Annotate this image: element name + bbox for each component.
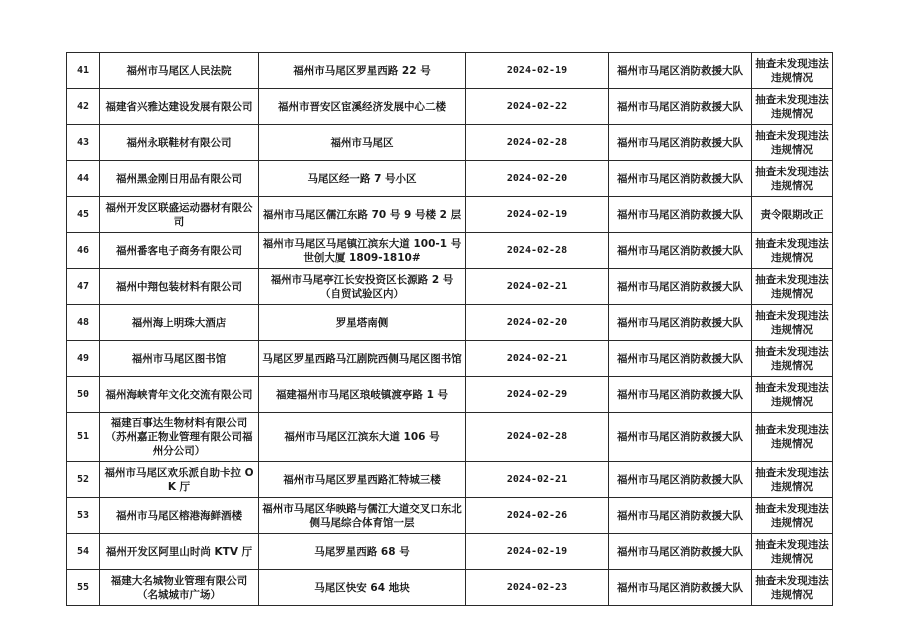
inspection-results-table	[66, 52, 833, 606]
table-row	[67, 462, 833, 498]
inspection-result: 抽查未发现违法违规情况	[752, 305, 833, 341]
inspected-unit: 福建大名城物业管理有限公司（名城城市广场）	[100, 570, 259, 606]
row-number: 52	[67, 462, 100, 498]
inspecting-authority: 福州市马尾区消防救援大队	[609, 462, 752, 498]
table-row	[67, 377, 833, 413]
row-number: 50	[67, 377, 100, 413]
inspection-result: 抽查未发现违法违规情况	[752, 233, 833, 269]
inspected-unit: 福州黑金刚日用品有限公司	[100, 161, 259, 197]
inspection-date: 2024-02-19	[466, 534, 609, 570]
unit-address: 福建福州市马尾区琅岐镇渡亭路 1 号	[259, 377, 466, 413]
unit-address: 福州市马尾区儒江东路 70 号 9 号楼 2 层	[259, 197, 466, 233]
inspection-date: 2024-02-28	[466, 233, 609, 269]
unit-address: 福州市马尾区罗星西路 22 号	[259, 53, 466, 89]
row-number: 41	[67, 53, 100, 89]
inspecting-authority: 福州市马尾区消防救援大队	[609, 413, 752, 462]
inspected-unit: 福建百事达生物材料有限公司（苏州嘉正物业管理有限公司福州分公司）	[100, 413, 259, 462]
inspection-result: 抽查未发现违法违规情况	[752, 125, 833, 161]
table-row	[67, 269, 833, 305]
unit-address: 马尾区经一路 7 号小区	[259, 161, 466, 197]
inspection-result: 抽查未发现违法违规情况	[752, 413, 833, 462]
row-number: 45	[67, 197, 100, 233]
inspected-unit: 福州海峡青年文化交流有限公司	[100, 377, 259, 413]
inspection-result: 抽查未发现违法违规情况	[752, 377, 833, 413]
table-body	[67, 53, 833, 606]
inspection-date: 2024-02-22	[466, 89, 609, 125]
table-row	[67, 305, 833, 341]
inspected-unit: 福州中翔包装材料有限公司	[100, 269, 259, 305]
inspection-result: 抽查未发现违法违规情况	[752, 498, 833, 534]
row-number: 43	[67, 125, 100, 161]
table-row	[67, 570, 833, 606]
inspection-date: 2024-02-19	[466, 53, 609, 89]
unit-address: 福州市马尾区罗星西路汇特城三楼	[259, 462, 466, 498]
inspection-date: 2024-02-21	[466, 269, 609, 305]
row-number: 55	[67, 570, 100, 606]
inspection-result: 抽查未发现违法违规情况	[752, 462, 833, 498]
inspection-result: 抽查未发现违法违规情况	[752, 89, 833, 125]
row-number: 54	[67, 534, 100, 570]
inspected-unit: 福州番客电子商务有限公司	[100, 233, 259, 269]
table-row	[67, 161, 833, 197]
inspecting-authority: 福州市马尾区消防救援大队	[609, 498, 752, 534]
row-number: 53	[67, 498, 100, 534]
inspected-unit: 福州市马尾区图书馆	[100, 341, 259, 377]
table-row	[67, 197, 833, 233]
inspection-date: 2024-02-19	[466, 197, 609, 233]
inspecting-authority: 福州市马尾区消防救援大队	[609, 341, 752, 377]
unit-address: 福州市马尾区华映路与儒江大道交叉口东北侧马尾综合体育馆一层	[259, 498, 466, 534]
inspected-unit: 福州永联鞋材有限公司	[100, 125, 259, 161]
inspection-date: 2024-02-20	[466, 305, 609, 341]
inspection-result: 抽查未发现违法违规情况	[752, 341, 833, 377]
unit-address: 罗星塔南侧	[259, 305, 466, 341]
table-row	[67, 413, 833, 462]
inspecting-authority: 福州市马尾区消防救援大队	[609, 269, 752, 305]
inspecting-authority: 福州市马尾区消防救援大队	[609, 570, 752, 606]
row-number: 44	[67, 161, 100, 197]
table-row	[67, 534, 833, 570]
inspection-result: 抽查未发现违法违规情况	[752, 53, 833, 89]
table-row	[67, 233, 833, 269]
inspected-unit: 福州开发区阿里山时尚 KTV 厅	[100, 534, 259, 570]
inspected-unit: 福州市马尾区欢乐派自助卡拉 OK 厅	[100, 462, 259, 498]
inspecting-authority: 福州市马尾区消防救援大队	[609, 53, 752, 89]
inspection-date: 2024-02-29	[466, 377, 609, 413]
inspecting-authority: 福州市马尾区消防救援大队	[609, 161, 752, 197]
inspection-result: 责令限期改正	[752, 197, 833, 233]
inspection-date: 2024-02-21	[466, 341, 609, 377]
row-number: 51	[67, 413, 100, 462]
row-number: 42	[67, 89, 100, 125]
inspection-date: 2024-02-23	[466, 570, 609, 606]
inspection-result: 抽查未发现违法违规情况	[752, 269, 833, 305]
row-number: 48	[67, 305, 100, 341]
unit-address: 福州市晋安区宦溪经济发展中心二楼	[259, 89, 466, 125]
row-number: 49	[67, 341, 100, 377]
table-row	[67, 125, 833, 161]
inspecting-authority: 福州市马尾区消防救援大队	[609, 89, 752, 125]
inspecting-authority: 福州市马尾区消防救援大队	[609, 233, 752, 269]
unit-address: 福州市马尾区江滨东大道 106 号	[259, 413, 466, 462]
unit-address: 马尾区快安 64 地块	[259, 570, 466, 606]
inspecting-authority: 福州市马尾区消防救援大队	[609, 125, 752, 161]
inspecting-authority: 福州市马尾区消防救援大队	[609, 377, 752, 413]
inspected-unit: 福州海上明珠大酒店	[100, 305, 259, 341]
inspected-unit: 福建省兴雅达建设发展有限公司	[100, 89, 259, 125]
inspected-unit: 福州开发区联盛运动器材有限公司	[100, 197, 259, 233]
inspecting-authority: 福州市马尾区消防救援大队	[609, 534, 752, 570]
unit-address: 福州市马尾亭江长安投资区长源路 2 号（自贸试验区内）	[259, 269, 466, 305]
inspection-result: 抽查未发现违法违规情况	[752, 534, 833, 570]
inspection-result: 抽查未发现违法违规情况	[752, 161, 833, 197]
inspected-unit: 福州市马尾区人民法院	[100, 53, 259, 89]
inspecting-authority: 福州市马尾区消防救援大队	[609, 197, 752, 233]
inspection-result: 抽查未发现违法违规情况	[752, 570, 833, 606]
inspection-date: 2024-02-26	[466, 498, 609, 534]
inspection-date: 2024-02-21	[466, 462, 609, 498]
unit-address: 马尾区罗星西路马江剧院西侧马尾区图书馆	[259, 341, 466, 377]
inspected-unit: 福州市马尾区榕港海鲜酒楼	[100, 498, 259, 534]
table-row	[67, 53, 833, 89]
inspection-date: 2024-02-28	[466, 125, 609, 161]
table-row	[67, 341, 833, 377]
inspection-date: 2024-02-20	[466, 161, 609, 197]
table-row	[67, 89, 833, 125]
row-number: 46	[67, 233, 100, 269]
table-row	[67, 498, 833, 534]
unit-address: 马尾罗星西路 68 号	[259, 534, 466, 570]
row-number: 47	[67, 269, 100, 305]
unit-address: 福州市马尾区马尾镇江滨东大道 100-1 号世创大厦 1809-1810#	[259, 233, 466, 269]
unit-address: 福州市马尾区	[259, 125, 466, 161]
inspecting-authority: 福州市马尾区消防救援大队	[609, 305, 752, 341]
inspection-date: 2024-02-28	[466, 413, 609, 462]
